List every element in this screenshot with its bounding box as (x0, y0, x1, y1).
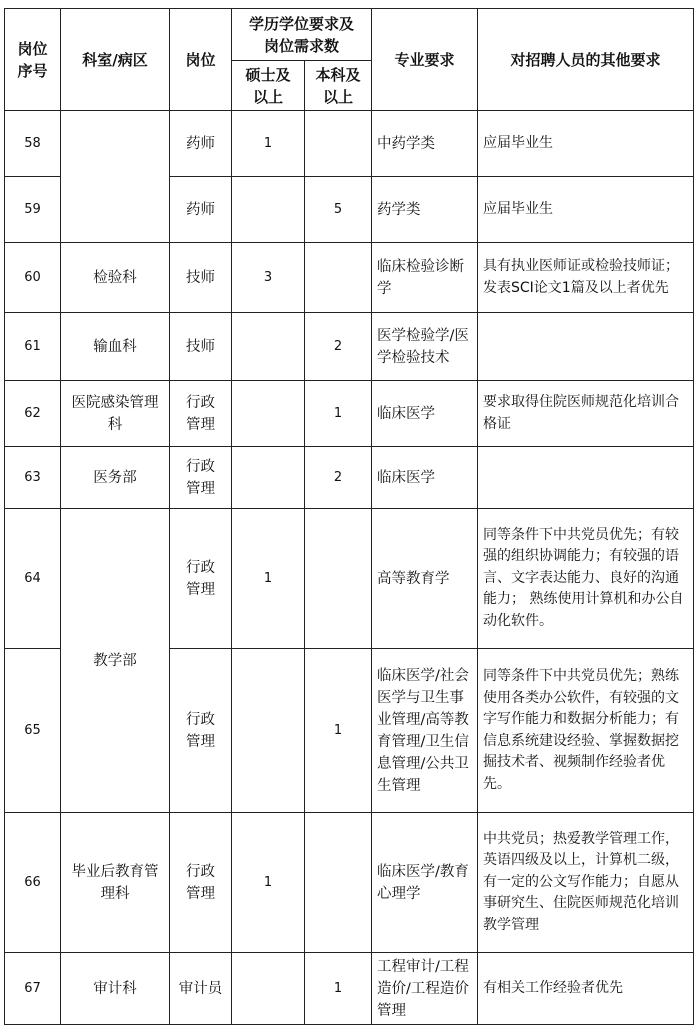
cell-other: 应届毕业生 (478, 111, 694, 177)
table-row (5, 953, 694, 1025)
cell-bachelor: 1 (305, 381, 372, 447)
cell-seq: 67 (5, 953, 61, 1025)
cell-major: 临床医学 (372, 447, 478, 509)
cell-other (478, 447, 694, 509)
cell-dept: 医院感染管理科 (61, 381, 170, 447)
cell-master (232, 177, 305, 243)
cell-major: 临床医学/教育心理学 (372, 813, 478, 953)
table-row (5, 381, 694, 447)
cell-dept (61, 111, 170, 243)
header-master: 硕士及以上 (232, 61, 305, 111)
cell-dept: 毕业后教育管理科 (61, 813, 170, 953)
cell-other: 同等条件下中共党员优先；熟练使用各类办公软件，有较强的文字写作能力和数据分析能力；有信息系统建设经验、掌握数据挖掘技术者、视频制作经验者优先。 (478, 649, 694, 813)
cell-post: 审计员 (170, 953, 232, 1025)
cell-bachelor: 5 (305, 177, 372, 243)
cell-other: 应届毕业生 (478, 177, 694, 243)
cell-bachelor: 1 (305, 953, 372, 1025)
cell-post: 行政管理 (170, 649, 232, 813)
recruitment-table-frame (4, 8, 694, 1025)
cell-post: 行政管理 (170, 447, 232, 509)
recruitment-table (4, 8, 694, 1025)
cell-seq: 63 (5, 447, 61, 509)
header-seq: 岗位序号 (5, 9, 61, 111)
cell-major: 医学检验学/医学检验技术 (372, 313, 478, 381)
cell-major: 临床医学/社会医学与卫生事业管理/高等教育管理/卫生信息管理/公共卫生管理 (372, 649, 478, 813)
cell-major: 高等教育学 (372, 509, 478, 649)
header-edu-group: 学历学位要求及岗位需求数 (232, 9, 372, 61)
cell-post: 行政管理 (170, 509, 232, 649)
table-row (5, 813, 694, 953)
cell-dept: 医务部 (61, 447, 170, 509)
table-row (5, 447, 694, 509)
cell-master (232, 447, 305, 509)
cell-seq: 58 (5, 111, 61, 177)
cell-bachelor: 1 (305, 649, 372, 813)
cell-seq: 64 (5, 509, 61, 649)
table-row (5, 243, 694, 313)
cell-bachelor (305, 243, 372, 313)
header-major: 专业要求 (372, 9, 478, 111)
cell-master (232, 381, 305, 447)
table-row (5, 111, 694, 177)
cell-bachelor: 2 (305, 313, 372, 381)
cell-other (478, 313, 694, 381)
cell-master (232, 953, 305, 1025)
cell-seq: 62 (5, 381, 61, 447)
cell-seq: 61 (5, 313, 61, 381)
header-bachelor: 本科及以上 (305, 61, 372, 111)
cell-other: 有相关工作经验者优先 (478, 953, 694, 1025)
cell-dept: 教学部 (61, 509, 170, 813)
cell-dept: 输血科 (61, 313, 170, 381)
table-row (5, 509, 694, 649)
cell-master (232, 313, 305, 381)
cell-master: 1 (232, 111, 305, 177)
cell-dept: 审计科 (61, 953, 170, 1025)
cell-post: 技师 (170, 313, 232, 381)
cell-seq: 59 (5, 177, 61, 243)
cell-post: 行政管理 (170, 813, 232, 953)
cell-post: 药师 (170, 177, 232, 243)
cell-master (232, 649, 305, 813)
cell-other: 同等条件下中共党员优先；有较强的组织协调能力；有较强的语言、文字表达能力、良好的沟通能力； 熟练使用计算机和办公自动化软件。 (478, 509, 694, 649)
cell-master: 1 (232, 813, 305, 953)
cell-master: 1 (232, 509, 305, 649)
cell-other: 中共党员；热爱教学管理工作，英语四级及以上，计算机二级，有一定的公文写作能力；自愿从事研究生、住院医师规范化培训教学管理 (478, 813, 694, 953)
cell-seq: 65 (5, 649, 61, 813)
cell-bachelor (305, 111, 372, 177)
cell-dept: 检验科 (61, 243, 170, 313)
cell-post: 药师 (170, 111, 232, 177)
header-post: 岗位 (170, 9, 232, 111)
cell-major: 中药学类 (372, 111, 478, 177)
cell-major: 临床医学 (372, 381, 478, 447)
cell-master: 3 (232, 243, 305, 313)
cell-bachelor (305, 813, 372, 953)
table-row (5, 313, 694, 381)
cell-major: 工程审计/工程造价/工程造价管理 (372, 953, 478, 1025)
header-other: 对招聘人员的其他要求 (478, 9, 694, 111)
cell-major: 药学类 (372, 177, 478, 243)
header-row-1 (5, 9, 694, 61)
cell-seq: 60 (5, 243, 61, 313)
cell-seq: 66 (5, 813, 61, 953)
cell-major: 临床检验诊断学 (372, 243, 478, 313)
cell-other: 具有执业医师证或检验技师证；发表SCI论文1篇及以上者优先 (478, 243, 694, 313)
cell-post: 行政管理 (170, 381, 232, 447)
cell-bachelor: 2 (305, 447, 372, 509)
cell-bachelor (305, 509, 372, 649)
header-dept: 科室/病区 (61, 9, 170, 111)
cell-other: 要求取得住院医师规范化培训合格证 (478, 381, 694, 447)
cell-post: 技师 (170, 243, 232, 313)
